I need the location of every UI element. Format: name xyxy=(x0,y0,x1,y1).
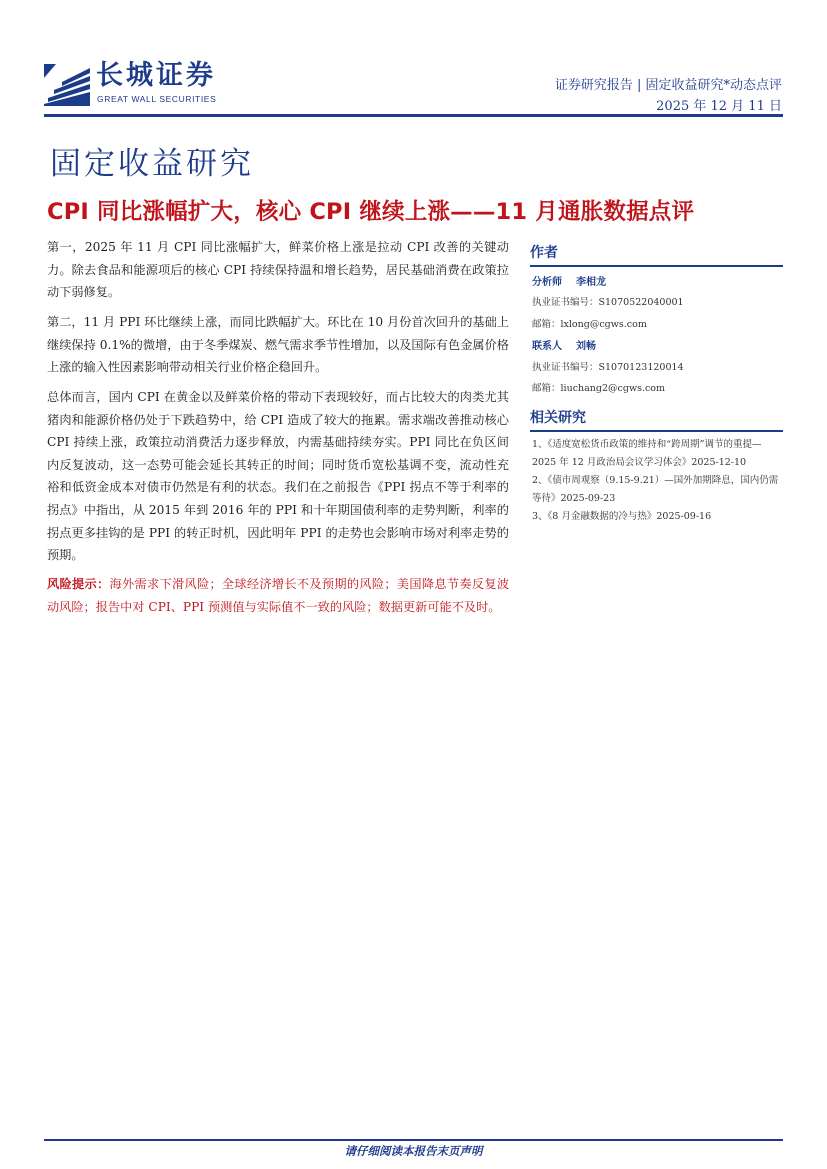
risk-warning xyxy=(47,573,509,618)
report-date: 2025 年 12 月 11 日 xyxy=(656,99,782,114)
body-paragraph-3: 总体而言，国内 CPI 在黄金以及鲜菜价格的带动下表现较好，而占比较大的肉类尤其猪肉和能源价格仍处于下跌趋势中，给 CPI 造成了较大的拖累。需求端改善推动核心 CPI 持续上涨，政策拉动消费活力逐步释放，内需基础持续夯实。PPI 同比在负区间内反复波动，这一态势可能会延长其转正的时间；同时货币宽松基调不变，流动性充裕和低资金成本对债市仍然是有利的状态。我们在之前报告《PPI 拐点不等于利率的拐点》中指出，从 2015 年到 2016 年的 PPI 和十年期国债利率的走势判断，利率的拐点更多挂钩的是 PPI 的转正时机，因此明年 PPI 的走势也会影响市场对利率走势的预期。 xyxy=(47,390,509,563)
risk-text: 海外需求下滑风险；全球经济增长不及预期的风险；美国降息节奏反复波动风险；报告中对 CPI、PPI 预测值与实际值不一致的风险；数据更新可能不及时。 xyxy=(47,577,510,614)
analyst-name: 李相龙 xyxy=(576,277,606,288)
contact-cert: 执业证书编号：S1070123120014 xyxy=(532,362,684,373)
body-paragraph-2: 第二，11 月 PPI 环比继续上涨，而同比跌幅扩大。环比在 10 月份首次回升的基础上继续保持 0.1%的微增，由于冬季煤炭、燃气需求季节性增加，以及国际有色金属价格上涨的输入性因素影响带动相关行业价格企稳回升。 xyxy=(47,315,509,375)
related-item[interactable]: 1、《适度宽松货币政策的维持和“跨周期”调节的重提—2025 年 12 月政治局会议学习体会》2025-12-10 xyxy=(532,439,762,468)
contact-name: 刘畅 xyxy=(576,341,596,352)
contact-line xyxy=(532,337,610,352)
contact-role: 联系人 xyxy=(532,341,562,352)
header-divider xyxy=(44,114,783,117)
related-item[interactable]: 3、《8 月金融数据的冷与热》2025-09-16 xyxy=(532,511,712,522)
contact-email[interactable]: 邮箱：liuchang2@cgws.com xyxy=(532,383,666,394)
analyst-role: 分析师 xyxy=(532,277,562,288)
risk-label: 风险提示： xyxy=(47,577,110,591)
author-heading: 作者 xyxy=(530,242,783,267)
footer-disclaimer: 请仔细阅读本报告末页声明 xyxy=(344,1144,483,1158)
analyst-line xyxy=(532,273,620,288)
footer-divider xyxy=(44,1139,783,1141)
report-title: CPI 同比涨幅扩大，核心 CPI 继续上涨——11 月通胀数据点评 xyxy=(47,199,695,225)
body-paragraph-1: 第一，2025 年 11 月 CPI 同比涨幅扩大，鲜菜价格上涨是拉动 CPI 改善的关键动力。除去食品和能源项后的核心 CPI 持续保持温和增长趋势，居民基础消费在政策拉动下弱修复。 xyxy=(47,240,509,300)
related-research-heading: 相关研究 xyxy=(530,407,783,432)
related-item[interactable]: 2、《债市周观察（9.15-9.21）—国外加期降息，国内仍需等待》2025-09-23 xyxy=(532,475,779,504)
brand-name-en: GREAT WALL SECURITIES xyxy=(97,94,217,104)
report-category: 证券研究报告 | 固定收益研究*动态点评 xyxy=(554,78,782,93)
section-title: 固定收益研究 xyxy=(50,146,254,182)
great-wall-securities-logo xyxy=(44,64,90,106)
brand-name-cn: 长城证券 xyxy=(96,60,216,91)
analyst-email[interactable]: 邮箱：lxlong@cgws.com xyxy=(532,319,647,330)
analyst-cert: 执业证书编号：S1070522040001 xyxy=(532,297,684,308)
